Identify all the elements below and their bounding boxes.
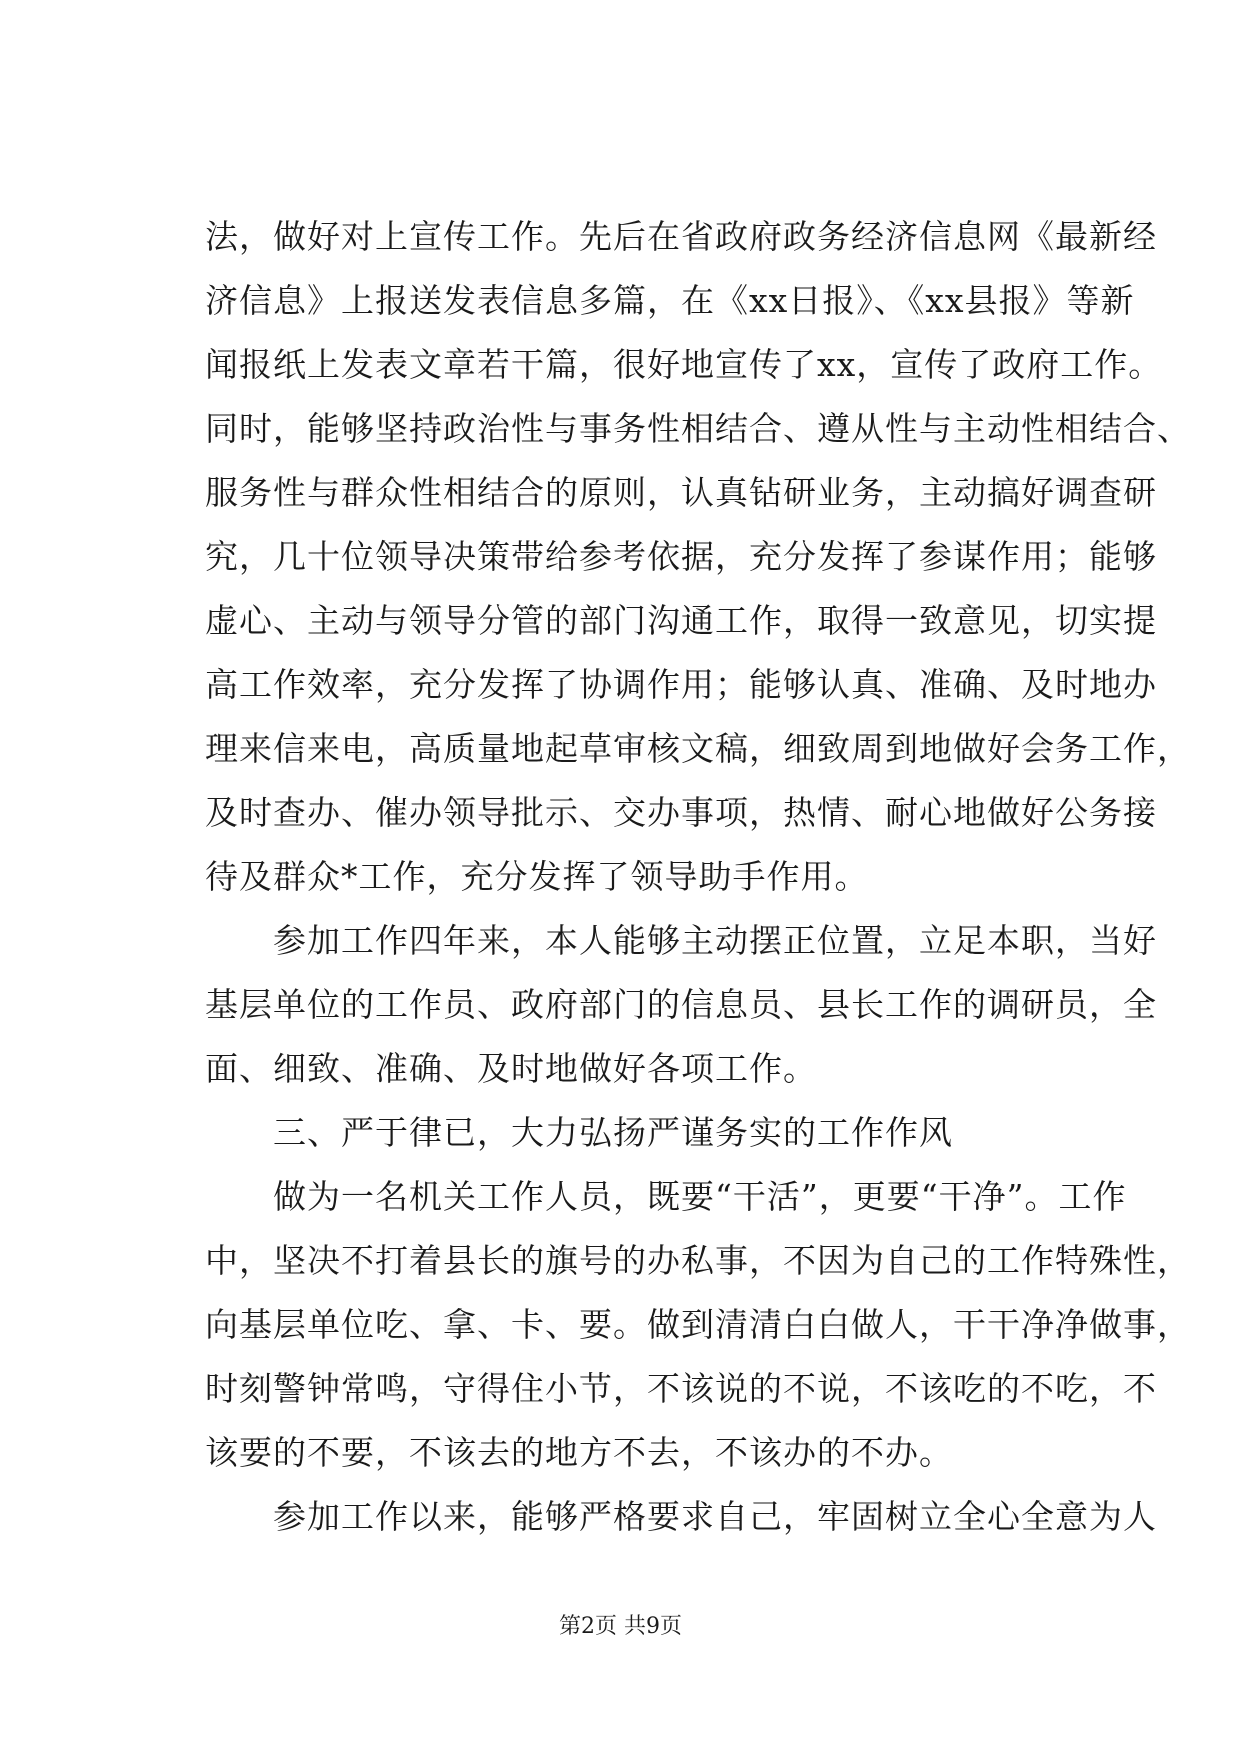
text-line: 服务性与群众性相结合的原则，认真钻研业务，主动搞好调查研: [205, 473, 1157, 512]
text-line: 中，坚决不打着县长的旗号的办私事，不因为自己的工作特殊性，: [205, 1241, 1191, 1280]
text-line: 究，几十位领导决策带给参考依据，充分发挥了参谋作用；能够: [205, 537, 1157, 576]
text-line: 虚心、主动与领导分管的部门沟通工作，取得一致意见，切实提: [205, 601, 1157, 640]
text-line: 理来信来电，高质量地起草审核文稿，细致周到地做好会务工作，: [205, 729, 1191, 768]
text-line: 法，做好对上宣传工作。先后在省政府政务经济信息网《最新经: [205, 217, 1157, 256]
text-line: 闻报纸上发表文章若干篇，很好地宣传了xx，宣传了政府工作。: [205, 345, 1163, 384]
text-line: 时刻警钟常鸣，守得住小节，不该说的不说，不该吃的不吃，不: [205, 1369, 1157, 1408]
body-text: [205, 205, 1191, 1549]
text-line: 济信息》上报送发表信息多篇，在《xx日报》、《xx县报》等新: [205, 281, 1135, 320]
section-heading: 三、严于律已，大力弘扬严谨务实的工作作风: [205, 1113, 953, 1152]
text-line: 做为一名机关工作人员，既要“干活”，更要“干净”。工作: [205, 1177, 1127, 1216]
text-line: 该要的不要，不该去的地方不去，不该办的不办。: [205, 1433, 953, 1472]
text-line: 面、细致、准确、及时地做好各项工作。: [205, 1049, 817, 1088]
text-line: 待及群众*工作，充分发挥了领导助手作用。: [205, 857, 869, 896]
text-line: 同时，能够坚持政治性与事务性相结合、遵从性与主动性相结合、: [205, 409, 1191, 448]
text-line: 及时查办、催办领导批示、交办事项，热情、耐心地做好公务接: [205, 793, 1157, 832]
text-line: 参加工作以来，能够严格要求自己，牢固树立全心全意为人: [205, 1497, 1157, 1536]
text-line: 参加工作四年来，本人能够主动摆正位置，立足本职，当好: [205, 921, 1157, 960]
text-line: 基层单位的工作员、政府部门的信息员、县长工作的调研员，全: [205, 985, 1157, 1024]
text-line: 高工作效率，充分发挥了协调作用；能够认真、准确、及时地办: [205, 665, 1157, 704]
text-line: 向基层单位吃、拿、卡、要。做到清清白白做人，干干净净做事，: [205, 1305, 1191, 1344]
page-number-footer: 第2页 共9页: [559, 1614, 682, 1639]
